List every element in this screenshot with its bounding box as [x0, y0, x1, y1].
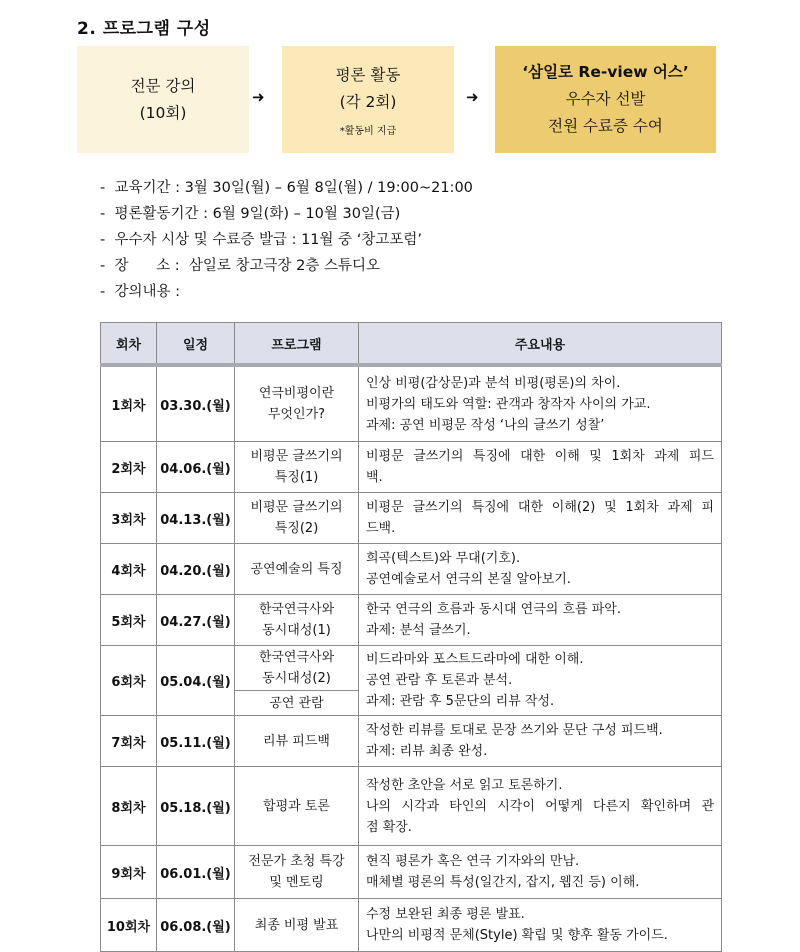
program-line: 연극비평이란 [258, 386, 335, 401]
program-line: 동시대성(1) [262, 623, 331, 638]
program-line: 전문가 초청 특강 [248, 854, 345, 869]
table-row [101, 846, 722, 899]
content-cell [359, 716, 722, 767]
program-cell [235, 595, 359, 646]
content-cell [359, 442, 722, 493]
content-line: 과제: 관람 후 5문단의 리뷰 작성. [366, 694, 555, 709]
content-line: 과제: 리뷰 최종 완성. [366, 744, 488, 759]
round-cell: 2회차 [101, 442, 157, 493]
program-cell [235, 544, 359, 595]
content-line: 작성한 초안을 서로 읽고 토론하기. [366, 777, 563, 793]
content-line: 점 확장. [366, 819, 412, 835]
info-item-lecture-content: - 강의내용 : [100, 284, 180, 300]
content-cell [359, 846, 722, 899]
flow-box-lectures [77, 46, 249, 153]
round-cell: 1회차 [101, 365, 157, 442]
content-line: 나의 시각과 타인의 시각이 어떻게 다른지 확인하며 관 [366, 798, 714, 814]
content-line: 매체별 평론의 특성(일간지, 잡지, 웹진 등) 이해. [366, 875, 640, 890]
program-cell [235, 691, 359, 716]
content-line: 인상 비평(감상문)과 분석 비평(평론)의 차이. [366, 375, 621, 391]
flow-box-award [495, 46, 716, 153]
program-line: 최종 비평 발표 [254, 917, 339, 933]
program-line: 한국연극사와 [258, 650, 335, 665]
program-line: 공연예술의 특징 [250, 561, 343, 577]
table-row [101, 716, 722, 767]
table-row [101, 493, 722, 544]
header-program: 프로그램 [235, 323, 359, 366]
program-line: 특징(2) [274, 521, 319, 536]
date-cell: 04.13.(월) [157, 493, 235, 544]
content-line: 과제: 분석 글쓰기. [366, 623, 471, 638]
program-line: 무엇인가? [267, 407, 326, 422]
content-line: 비평문 글쓰기의 특징에 대한 이해 및 1회차 과제 피드 [366, 449, 714, 464]
date-cell: 04.06.(월) [157, 442, 235, 493]
program-cell [235, 442, 359, 493]
content-line: 한국 연극의 흐름과 동시대 연극의 흐름 파악. [366, 602, 621, 617]
program-cell [235, 716, 359, 767]
content-line: 비드라마와 포스트드라마에 대한 이해. [366, 652, 584, 667]
date-cell: 04.27.(월) [157, 595, 235, 646]
flow-box-review-title: 평론 활동 [335, 66, 401, 84]
content-cell [359, 899, 722, 952]
content-cell [359, 767, 722, 846]
content-line: 비평가의 태도와 역할: 관객과 창작자 사이의 가교. [366, 396, 651, 412]
flow-box-lectures-title: 전문 강의 [130, 76, 196, 95]
content-line: 공연예술로서 연극의 본질 알아보기. [366, 572, 571, 587]
program-line: 특징(1) [274, 470, 319, 485]
round-cell: 9회차 [101, 846, 157, 899]
table-row [101, 899, 722, 952]
info-item-location: - 장 소 : 삼일로 창고극장 2층 스튜디오 [100, 258, 380, 274]
date-cell: 05.18.(월) [157, 767, 235, 846]
table-row [101, 365, 722, 442]
date-cell: 04.20.(월) [157, 544, 235, 595]
header-content: 주요내용 [359, 323, 722, 366]
program-cell [235, 365, 359, 442]
round-cell: 3회차 [101, 493, 157, 544]
table-row [101, 442, 722, 493]
program-line: 공연 관람 [269, 695, 324, 711]
header-round: 회차 [101, 323, 157, 366]
round-cell: 10회차 [101, 899, 157, 952]
content-line: 현직 평론가 혹은 연극 기자와의 만남. [366, 854, 580, 869]
content-line: 드백. [366, 521, 396, 536]
flow-box-review-count: (각 2회) [339, 93, 397, 111]
table-row [101, 544, 722, 595]
table-row [101, 646, 722, 691]
flow-box-award-certificate: 전원 수료증 수여 [548, 117, 663, 135]
round-cell: 4회차 [101, 544, 157, 595]
date-cell: 06.01.(월) [157, 846, 235, 899]
header-date: 일정 [157, 323, 235, 366]
flow-box-review-note: *활동비 지급 [339, 126, 397, 137]
content-line: 작성한 리뷰를 토대로 문장 쓰기와 문단 구성 피드백. [366, 723, 663, 738]
content-cell [359, 544, 722, 595]
program-line: 및 멘토링 [269, 875, 324, 890]
table-row [101, 767, 722, 846]
round-cell: 6회차 [101, 646, 157, 716]
content-cell [359, 493, 722, 544]
program-line: 동시대성(2) [262, 671, 331, 686]
program-cell [235, 646, 359, 691]
content-line: 수정 보완된 최종 평론 발표. [366, 907, 525, 922]
program-line: 비평문 글쓰기의 [250, 500, 343, 515]
program-cell [235, 846, 359, 899]
content-line: 비평문 글쓰기의 특징에 대한 이해(2) 및 1회차 과제 피 [366, 500, 714, 515]
content-cell [359, 595, 722, 646]
date-cell: 06.08.(월) [157, 899, 235, 952]
info-item-period: - 교육기간 : 3월 30일(월) – 6월 8일(월) / 19:00~21:00 [100, 180, 473, 196]
program-cell [235, 767, 359, 846]
round-cell: 8회차 [101, 767, 157, 846]
round-cell: 5회차 [101, 595, 157, 646]
arrow-right-icon: ➜ [466, 88, 479, 106]
info-item-award: - 우수자 시상 및 수료증 발급 : 11월 중 ‘창고포럼’ [100, 232, 422, 248]
program-line: 한국연극사와 [258, 602, 335, 617]
content-line: 나만의 비평적 문체(Style) 확립 및 향후 활동 가이드. [366, 928, 668, 943]
flow-box-award-title: ‘삼일로 Re-view 어스’ [522, 63, 689, 81]
table-row [101, 595, 722, 646]
content-line: 공연 관람 후 토론과 분석. [366, 673, 513, 688]
content-line: 희곡(텍스트)와 무대(기호). [366, 551, 521, 566]
flow-box-award-selection: 우수자 선발 [565, 90, 646, 108]
program-cell [235, 899, 359, 952]
date-cell: 03.30.(월) [157, 365, 235, 442]
table-header-row [101, 323, 722, 366]
info-list [100, 175, 473, 305]
date-cell: 05.11.(월) [157, 716, 235, 767]
schedule-table [100, 322, 722, 952]
date-cell: 05.04.(월) [157, 646, 235, 716]
content-line: 백. [366, 470, 383, 485]
program-line: 비평문 글쓰기의 [250, 449, 343, 464]
section-title: 2. 프로그램 구성 [77, 19, 211, 39]
flow-box-lectures-count: (10회) [139, 103, 187, 122]
round-cell: 7회차 [101, 716, 157, 767]
info-item-activity-period: - 평론활동기간 : 6월 9일(화) – 10월 30일(금) [100, 206, 401, 222]
flow-box-review-activity [282, 46, 454, 153]
content-cell [359, 365, 722, 442]
arrow-right-icon: ➜ [252, 88, 265, 106]
program-line: 리뷰 피드백 [263, 733, 330, 749]
program-cell [235, 493, 359, 544]
content-cell [359, 646, 722, 716]
content-line: 과제: 공연 비평문 작성 ‘나의 글쓰기 성찰’ [366, 417, 605, 433]
program-line: 합평과 토론 [263, 798, 330, 814]
